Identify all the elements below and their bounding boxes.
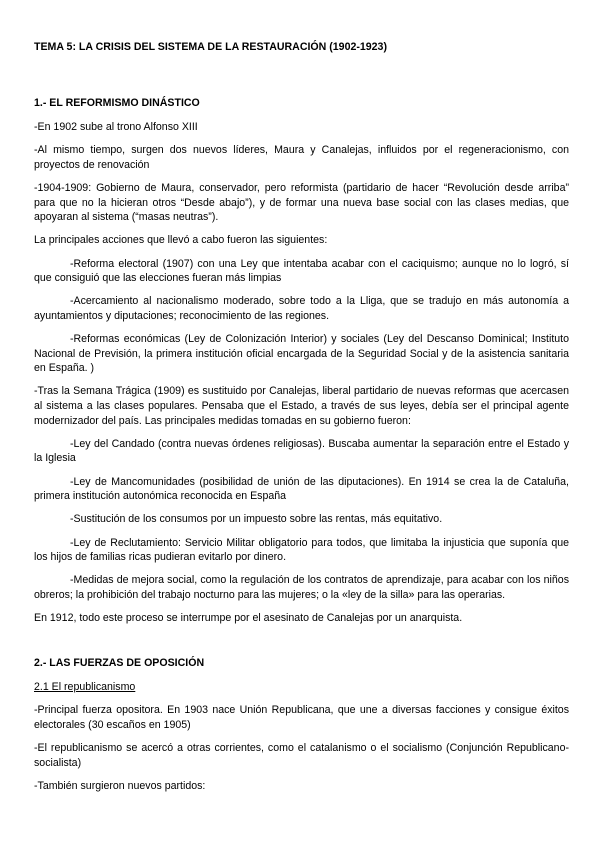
paragraph: -1904-1909: Gobierno de Maura, conservador, pero reformista (partidario de hacer “Revolución desde arriba” para que no la hicieran otros “Desde abajo”), y de formar una nueva base social con las clases medias, que apoyaran al sistema (“masas neutras”). [34, 181, 569, 224]
paragraph: -Medidas de mejora social, como la regulación de los contratos de aprendizaje, para acabar con los niños obreros; la prohibición del trabajo nocturno para las mujeres; o la «ley de la silla» para las operarias. [34, 574, 569, 601]
paragraph: -El republicanismo se acercó a otras corrientes, como el catalanismo o el socialismo (Conjunción Republicano-socialista) [34, 742, 569, 769]
paragraph: En 1912, todo este proceso se interrumpe por el asesinato de Canalejas por un anarquista. [34, 612, 463, 625]
paragraph: -Al mismo tiempo, surgen dos nuevos líderes, Maura y Canalejas, influidos por el regeneracionismo, con proyectos de renovación [34, 144, 569, 171]
paragraph: -Ley del Candado (contra nuevas órdenes religiosas). Buscaba aumentar la separación entre el Estado y la Iglesia [34, 437, 569, 465]
paragraph: -Acercamiento al nacionalismo moderado, sobre todo a la Lliga, que se tradujo en más autonomía a ayuntamientos y diputaciones; reconocimiento de las regiones. [34, 295, 569, 322]
document-title: TEMA 5: LA CRISIS DEL SISTEMA DE LA RESTAURACIÓN (1902-1923) [34, 41, 387, 53]
paragraph: -Ley de Mancomunidades (posibilidad de unión de las diputaciones). En 1914 se crea la de Cataluña, primera institución autonómica reconocida en España [34, 475, 569, 503]
subsection-heading: 2.1 El republicanismo [34, 681, 136, 694]
paragraph: -Principal fuerza opositora. En 1903 nace Unión Republicana, que une a diversas facciones y consigue éxitos electorales (30 escaños en 1905) [34, 704, 569, 731]
paragraph: -También surgieron nuevos partidos: [34, 779, 206, 792]
paragraph: -Ley de Reclutamiento: Servicio Militar obligatorio para todos, que limitaba la injusticia que suponía que los hijos de familias ricas pudieran evitarlo por dinero. [34, 536, 569, 564]
paragraph: La principales acciones que llevó a cabo fueron las siguientes: [34, 234, 328, 247]
paragraph: -Sustitución de los consumos por un impuesto sobre las rentas, más equitativo. [70, 513, 443, 526]
paragraph: -Reforma electoral (1907) con una Ley que intentaba acabar con el caciquismo; aunque no lo logró, sí que consiguió que las elecciones fueran más limpias [34, 257, 569, 285]
section-spacer [34, 634, 569, 656]
paragraph: -En 1902 sube al trono Alfonso XIII [34, 121, 198, 133]
paragraph: -Tras la Semana Trágica (1909) es sustituido por Canalejas, liberal partidario de nuevas reformas que acercasen al sistema a las clases populares. Pensaba que el Estado, a través de sus leyes, debía ser el principal agente modernizador del país. Las principales medidas tomadas en su gobierno fueron: [34, 385, 569, 427]
section-2-heading: 2.- LAS FUERZAS DE OPOSICIÓN [34, 657, 205, 670]
section-1-heading: 1.- EL REFORMISMO DINÁSTICO [34, 97, 200, 109]
paragraph: -Reformas económicas (Ley de Colonización Interior) y sociales (Ley del Descanso Dominical; Instituto Nacional de Previsión, la primera institución oficial encargada de la Seguridad Social y de la asistencia sanitaria en España. ) [34, 333, 569, 375]
